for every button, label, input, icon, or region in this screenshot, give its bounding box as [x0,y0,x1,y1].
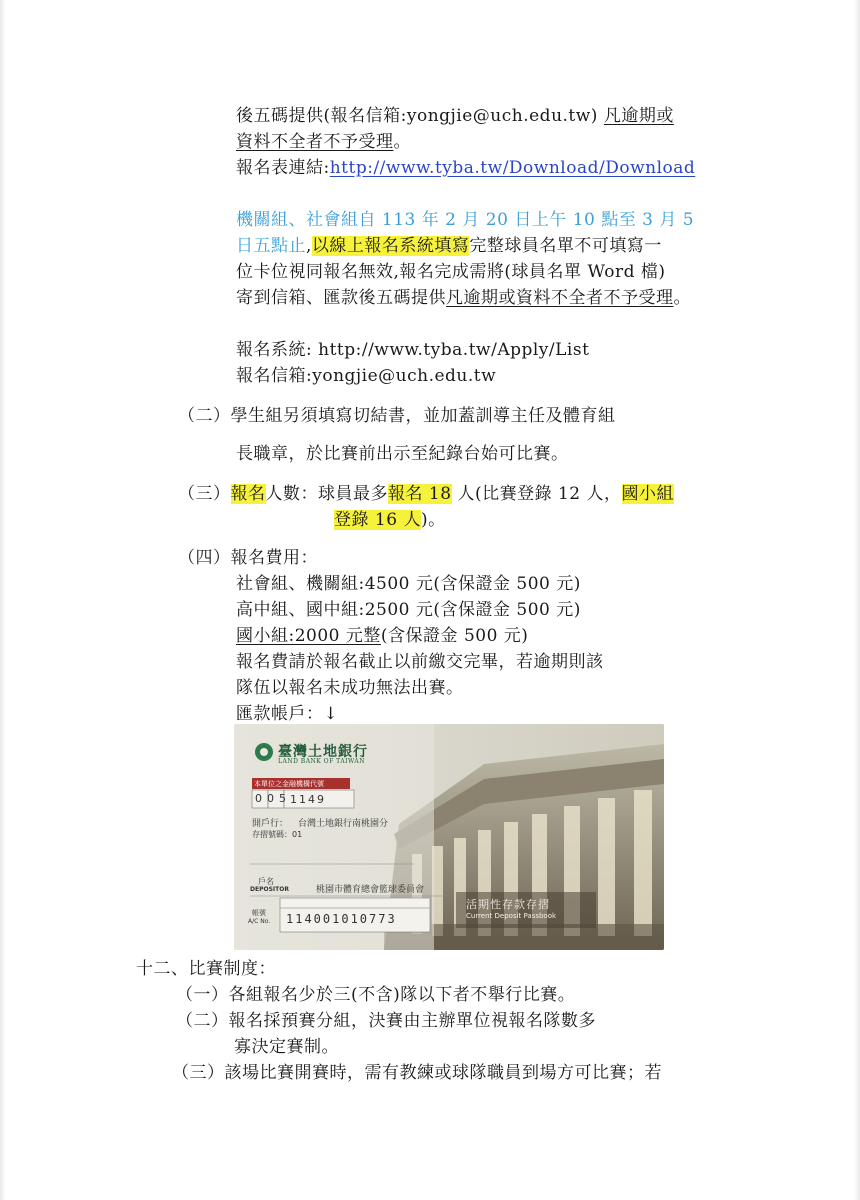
text: 寄到信箱、匯款後五碼提供 [236,288,446,308]
fee-line: 社會組、機關組:4500 元(含保證金 500 元) [236,574,581,594]
branch-name: 台灣土地銀行南桃園分 [298,819,389,829]
section-item: （二）報名採預賽分組，決賽由主辦單位視報名隊數多 [176,1011,596,1031]
fee-line: 高中組、國中組:2500 元(含保證金 500 元) [236,600,581,620]
text: 報名費用： [230,548,318,568]
bank-name-en: LAND BANK OF TAIWAN [278,758,365,765]
registration-form-link[interactable]: http://www.tyba.tw/Download/Download [329,158,696,178]
highlighted-text: 報名 [230,484,266,504]
text: )。 [420,510,446,530]
branch-label: 開戶行： [252,819,289,829]
item-number: （三） [178,484,231,504]
account-label: 帳號 [252,909,266,917]
account-number: 114001010773 [286,912,397,926]
underlined-text: 凡逾期或 [603,106,674,126]
doc-line [334,507,446,533]
doc-line: 隊伍以報名未成功無法出賽。 [236,678,464,698]
underlined-text: 資料不全者不予受理 [236,132,394,152]
item-three [178,481,674,507]
underlined-text: 凡逾期或資料不全者不予受理 [446,288,674,308]
section-item-continued: 寡決定賽制。 [234,1037,339,1057]
doc-line: 機關組、社會組自 113 年 2 月 20 日上午 10 點至 3 月 5 [236,210,695,230]
registration-system: 報名系統: http://www.tyba.tw/Apply/List [236,340,590,360]
doc-line [236,103,674,129]
highlighted-text: 報名 18 [388,484,452,504]
remit-account-label: 匯款帳戶：↓ [236,704,339,724]
fee-line [236,623,528,649]
doc-line [236,129,411,155]
registration-email: 報名信箱:yongjie@uch.edu.tw [236,366,497,386]
item-two [178,403,616,429]
page-edge-left [0,0,6,1200]
doc-line [236,285,691,311]
account-label-en: A/C No. [248,918,271,925]
page-edge-right [854,0,860,1200]
bank-name: 臺灣土地銀行 [278,744,368,760]
code-label: 本單位之金融機構代號 [254,780,324,788]
text: 人數：球員最多 [265,484,388,504]
item-number: （二） [178,406,231,426]
branch-code: 1149 [290,793,326,806]
doc-line: 位卡位視同報名無效,報名完成需將(球員名單 Word 檔) [236,262,666,282]
text: 日五點止 [236,236,306,256]
underlined-text: 國小組:2000 元整 [236,626,381,646]
bank-code: 005 [255,792,291,805]
doc-line [236,155,695,181]
doc-line [236,233,662,259]
doc-line: 長職章，於比賽前出示至紀錄台始可比賽。 [236,444,569,464]
text: (含保證金 500 元) [380,626,529,646]
depositor-name: 桃園市體育總會籃球委員會 [316,885,425,895]
text: 。 [393,132,411,152]
section-item: （三）該場比賽開賽時，需有教練或球隊職員到場方可比賽；若 [172,1063,662,1083]
item-four [178,545,318,571]
depositor-label: 戶名 [258,877,274,886]
text: 完整球員名單不可填寫一 [469,236,662,256]
passbook-photo [234,724,664,950]
section-title: 十二、比賽制度： [136,959,276,979]
registration-form-label: 報名表連結: [236,158,330,178]
text: , [306,236,312,256]
highlighted-text: 登錄 16 人 [334,510,421,530]
highlighted-text: 以線上報名系統填寫 [311,236,470,256]
text: 學生組另須填寫切結書，並加蓋訓導主任及體育組 [230,406,616,426]
text: 。 [673,288,691,308]
text: 人(比賽登錄 12 人， [451,484,622,504]
deposit-type: 活期性存款存摺 [466,898,550,911]
doc-line: 報名費請於報名截止以前繳交完畢，若逾期則該 [236,652,604,672]
deposit-type-en: Current Deposit Passbook [466,912,557,920]
section-item: （一）各組報名少於三(不含)隊以下者不舉行比賽。 [176,985,576,1005]
passbook-number: 存摺號碼：01 [252,830,303,839]
item-number: （四） [178,548,231,568]
text: 後五碼提供(報名信箱:yongjie@uch.edu.tw) [236,106,598,126]
depositor-label-en: DEPOSITOR [250,886,289,893]
highlighted-text: 國小組 [621,484,675,504]
